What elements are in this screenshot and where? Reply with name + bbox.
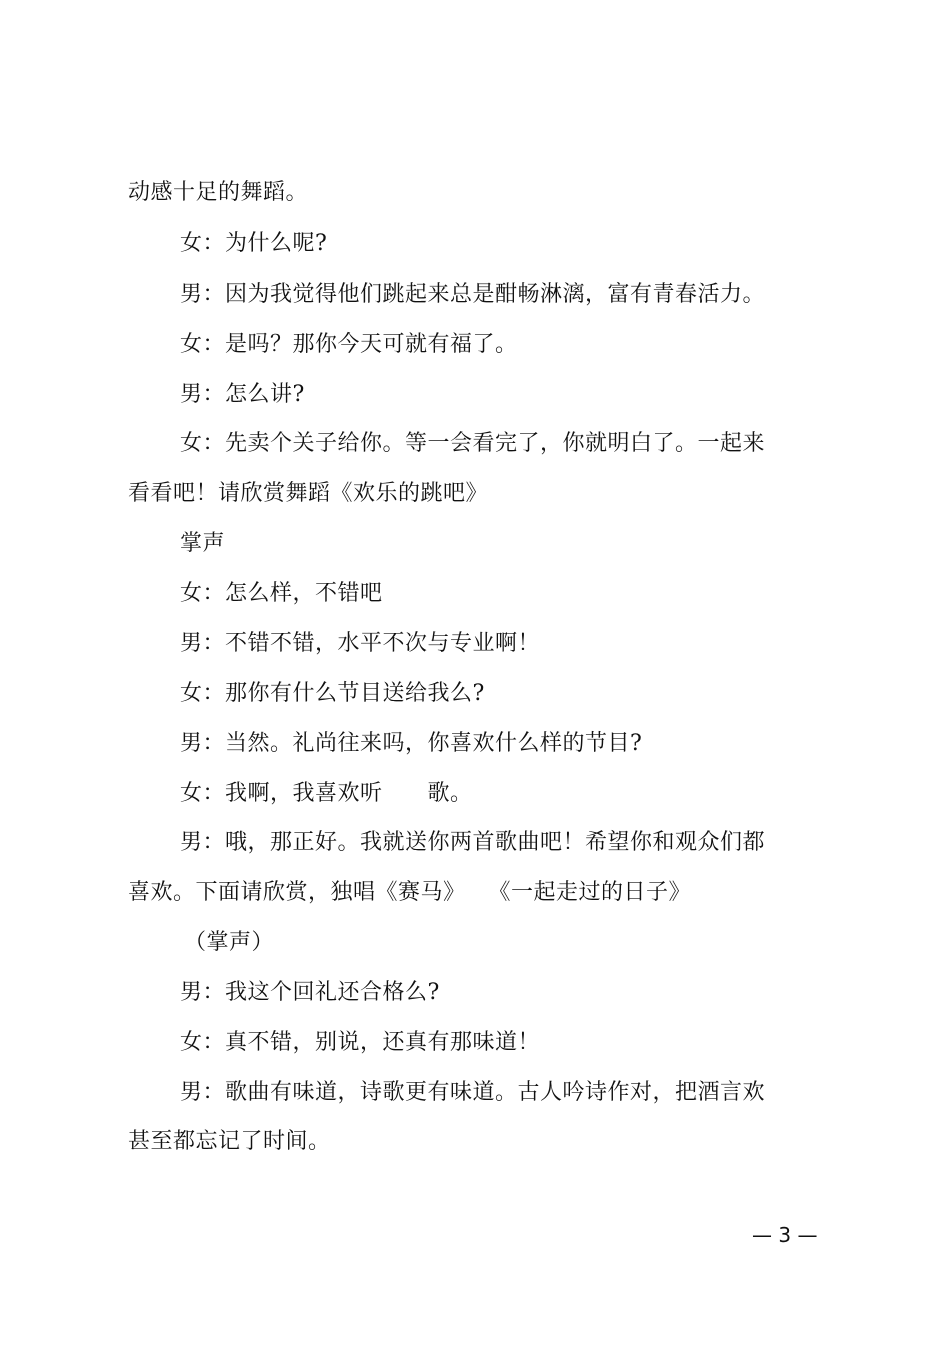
stage-direction: （掌声）	[184, 930, 275, 955]
dialogue-line: 男：当然。礼尚往来吗，你喜欢什么样的节目?	[180, 731, 643, 756]
dialogue-line: 女：真不错，别说，还真有那味道！	[180, 1030, 541, 1055]
text-line: 喜欢。下面请欣赏，独唱《赛马》 《一起走过的日子》	[128, 880, 692, 905]
dialogue-line: 女：先卖个关子给你。等一会看完了，你就明白了。一起来	[180, 431, 766, 456]
dialogue-line: 女：那你有什么节目送给我么?	[180, 681, 485, 706]
dialogue-line: 男：不错不错，水平不次与专业啊！	[180, 631, 541, 656]
page-number: — 3 —	[752, 1223, 818, 1247]
dialogue-line: 男：哦，那正好。我就送你两首歌曲吧！希望你和观众们都	[180, 830, 766, 855]
dialogue-line: 女：怎么样，不错吧	[180, 581, 383, 606]
dialogue-line: 男：歌曲有味道，诗歌更有味道。古人吟诗作对，把酒言欢	[180, 1080, 766, 1105]
dialogue-line: 女：为什么呢?	[180, 231, 328, 256]
text-line: 动感十足的舞蹈。	[128, 180, 309, 205]
dialogue-line: 男：我这个回礼还合格么?	[180, 980, 440, 1005]
dialogue-line: 男：因为我觉得他们跳起来总是酣畅淋漓，富有青春活力。	[180, 282, 766, 307]
text-line: 看看吧！请欣赏舞蹈《欢乐的跳吧》	[128, 481, 489, 506]
dialogue-line: 女：我啊，我喜欢听 歌。	[180, 781, 473, 806]
stage-direction: 掌声	[180, 531, 226, 556]
dialogue-line: 男：怎么讲?	[180, 382, 305, 407]
text-line: 甚至都忘记了时间。	[128, 1129, 331, 1154]
dialogue-line: 女：是吗？那你今天可就有福了。	[180, 332, 518, 357]
